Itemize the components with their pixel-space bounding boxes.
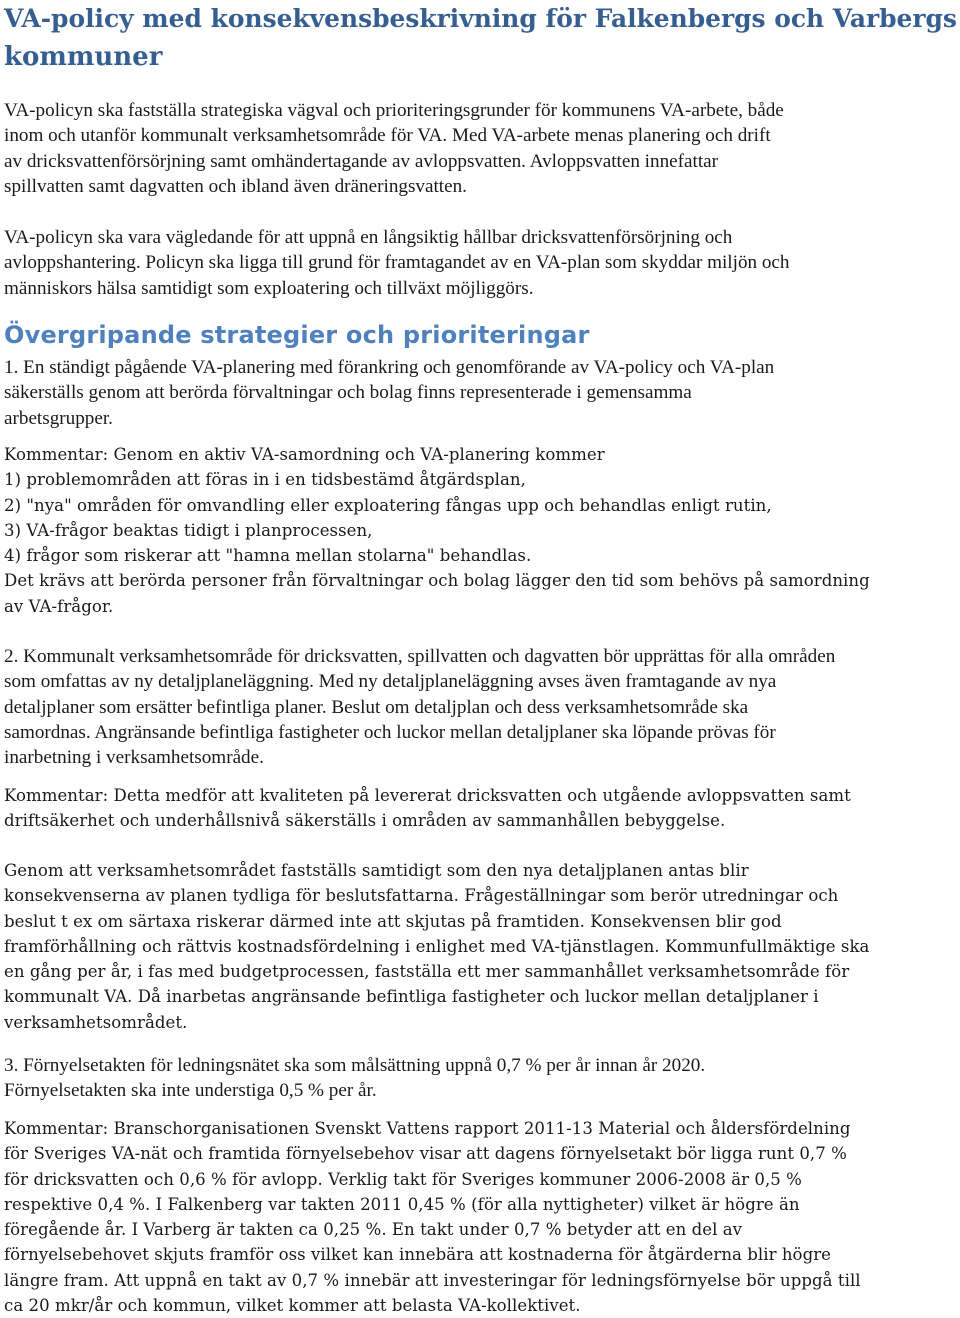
comment-3	[4, 1116, 960, 1318]
document-title	[4, 0, 957, 76]
text-line: av dricksvattenförsörjning samt omhändertagande av avloppsvatten. Avloppsvatten innefattar	[4, 150, 719, 172]
text-line: Kommentar: Branschorganisationen Svenskt Vattens rapport 2011-13 Material och åldersfördelning	[4, 1119, 851, 1138]
text-line: spillvatten samt dagvatten och ibland även dräneringsvatten.	[4, 175, 467, 197]
text-line: inom och utanför kommunalt verksamhetsområde för VA. Med VA-arbete menas planering och drift	[4, 125, 771, 147]
text-line: för Sveriges VA-nät och framtida förnyelsebehov visar att dagens förnyelsetakt bör ligga runt 0,7 %	[4, 1144, 847, 1164]
text-line: Det krävs att berörda personer från förvaltningar och bolag lägger den tid som behövs på samordning	[4, 571, 870, 591]
text-line: för dricksvatten och 0,6 % för avlopp. Verklig takt för Sveriges kommuner 2006-2008 är 0,5 %	[4, 1169, 802, 1189]
text-line: arbetsgrupper.	[4, 407, 113, 429]
text-line: VA-policyn ska fastställa strategiska vägval och prioriteringsgrunder för kommunens VA-arbete, både	[4, 100, 784, 121]
text-line: VA-policyn ska vara vägledande för att uppnå en långsiktig hållbar dricksvattenförsörjning och	[4, 227, 733, 248]
title-line: VA-policy med konsekvensbeskrivning för Falkenbergs och Varbergs	[4, 4, 957, 33]
text-line: längre fram. Att uppnå en takt av 0,7 % innebär att investeringar för ledningsförnyelse bör uppgå till	[4, 1270, 861, 1290]
text-line: driftsäkerhet och underhållsnivå säkerställs i områden av sammanhållen bebyggelse.	[4, 811, 726, 831]
text-line: 2. Kommunalt verksamhetsområde för dricksvatten, spillvatten och dagvatten bör upprättas för alla områden	[4, 646, 836, 667]
intro-paragraph	[4, 98, 960, 199]
purpose-paragraph	[4, 225, 960, 301]
text-line: av VA-frågor.	[4, 596, 114, 616]
text-line: Kommentar: Genom en aktiv VA-samordning och VA-planering kommer	[4, 445, 605, 464]
strategy-1	[4, 355, 960, 431]
text-line: Förnyelsetakten ska inte understiga 0,5 % per år.	[4, 1080, 377, 1102]
text-line: föregående år. I Varberg är takten ca 0,25 %. En takt under 0,7 % betyder att en del av	[4, 1220, 743, 1240]
comment-2	[4, 783, 960, 834]
text-line: som omfattas av ny detaljplaneläggning. Med ny detaljplaneläggning avses även framtagande av nya	[4, 671, 777, 693]
text-line: Kommentar: Detta medför att kvaliteten på levererat dricksvatten och utgående avloppsvatten samt	[4, 786, 851, 805]
text-line: 4) frågor som riskerar att "hamna mellan stolarna" behandlas.	[4, 546, 532, 566]
text-line: kommunalt VA. Då inarbetas angränsande befintliga fastigheter och luckor mellan detaljplaner i	[4, 987, 819, 1007]
text-line: 2) "nya" områden för omvandling eller exploatering fångas upp och behandlas enligt rutin,	[4, 495, 772, 515]
text-line: 3. Förnyelsetakten för ledningsnätet ska som målsättning uppnå 0,7 % per år innan år 2020.	[4, 1055, 706, 1076]
section-heading: Övergripande strategier och prioriteringar	[4, 321, 590, 349]
text-line: avloppshantering. Policyn ska ligga till grund för framtagandet av en VA-plan som skyddar miljön och	[4, 252, 790, 274]
text-line: 1) problemområden att föras in i en tidsbestämd åtgärdsplan,	[4, 470, 526, 490]
text-line: verksamhetsområdet.	[4, 1012, 188, 1032]
text-line: beslut t ex om särtaxa riskerar därmed inte att skjutas på framtiden. Konsekvensen blir god	[4, 911, 782, 931]
text-line: 3) VA-frågor beaktas tidigt i planprocessen,	[4, 520, 373, 540]
text-line: konsekvenserna av planen tydliga för beslutsfattarna. Frågeställningar som berör utredningar och	[4, 886, 839, 906]
text-line: respektive 0,4 %. I Falkenberg var takten 2011 0,45 % (för alla nyttigheter) vilket är högre än	[4, 1194, 800, 1214]
text-line: säkerställs genom att berörda förvaltningar och bolag finns representerade i gemensamma	[4, 382, 692, 404]
text-line: Genom att verksamhetsområdet fastställs samtidigt som den nya detaljplanen antas blir	[4, 861, 749, 880]
text-line: framförhållning och rättvis kostnadsfördelning i enlighet med VA-tjänstlagen. Kommunfullmäktige ska	[4, 936, 870, 956]
text-line: människors hälsa samtidigt som exploatering och tillväxt möjliggörs.	[4, 277, 534, 299]
text-line: en gång per år, i fas med budgetprocessen, fastställa ett mer sammanhållet verksamhetsområde för	[4, 962, 850, 982]
title-line: kommuner	[4, 42, 163, 72]
text-line: ca 20 mkr/år och kommun, vilket kommer att belasta VA-kollektivet.	[4, 1296, 581, 1316]
consequence-2	[4, 858, 960, 1035]
text-line: samordnas. Angränsande befintliga fastigheter och luckor mellan detaljplaner ska löpande prövas för	[4, 721, 776, 743]
text-line: detaljplaner som ersätter befintliga planer. Beslut om detaljplan och dess verksamhetsområde ska	[4, 696, 749, 718]
text-line: inarbetning i verksamhetsområde.	[4, 747, 264, 769]
comment-1	[4, 442, 960, 619]
strategy-3	[4, 1053, 960, 1104]
strategy-2	[4, 644, 960, 770]
text-line: förnyelsebehovet skjuts framför oss vilket kan innebära att kostnaderna för åtgärderna blir högre	[4, 1245, 832, 1265]
text-line: 1. En ständigt pågående VA-planering med förankring och genomförande av VA-policy och VA-plan	[4, 357, 775, 378]
